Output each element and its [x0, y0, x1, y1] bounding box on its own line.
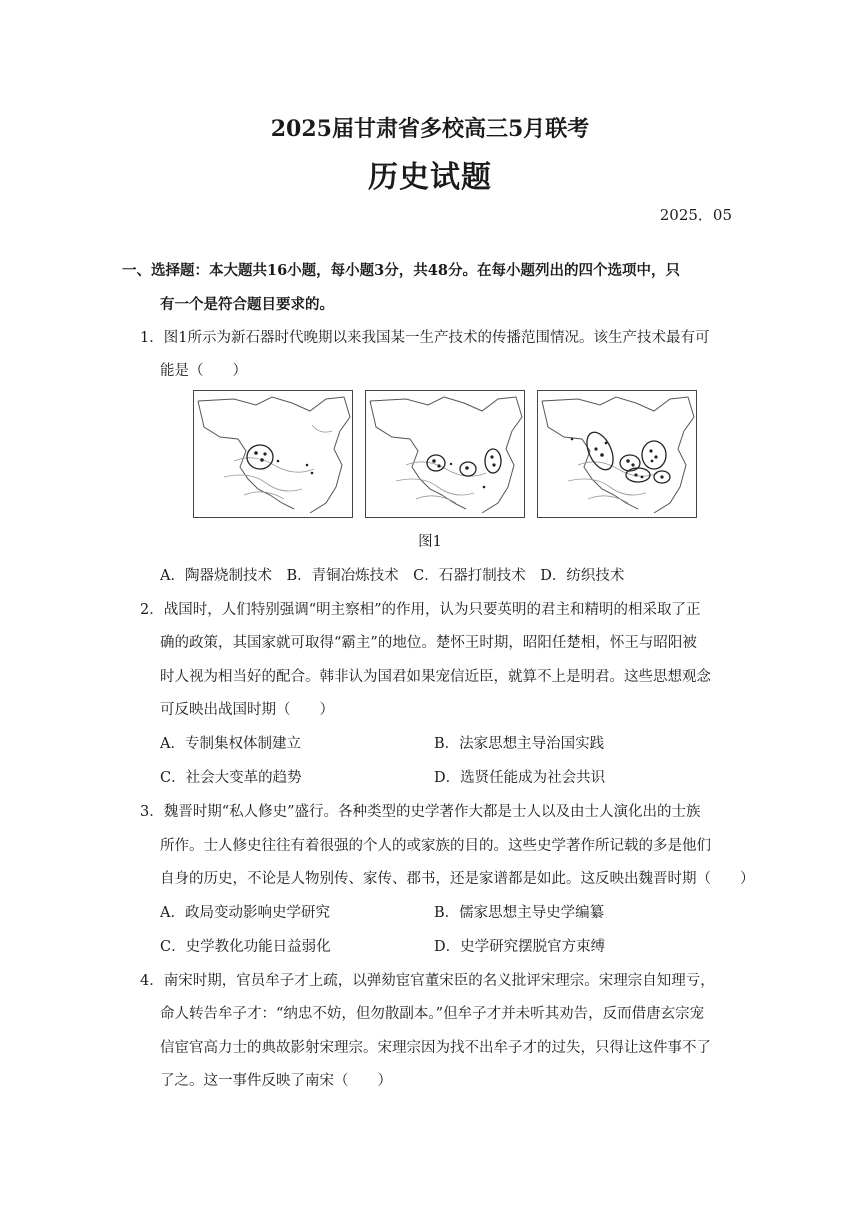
q2-option-b: B．法家思想主导治国实践 [434, 736, 605, 752]
q4-text-line1: 4．南宋时期，官员牟子才上疏，以弹劾宦官董宋臣的名义批评宋理宗。宋理宗自知理亏， [140, 973, 715, 989]
subject-title: 历史试题 [368, 160, 492, 195]
q3-text-line1: 3．魏晋时期“私人修史”盛行。各种类型的史学著作大都是士人以及由士人演化出的士族 [140, 804, 701, 820]
q3-text-line2: 所作。士人修史往往有着很强的个人的或家族的目的。这些史学著作所记载的多是他们 [160, 838, 711, 854]
q3-option-b: B．儒家思想主导史学编纂 [434, 905, 605, 921]
q4-text-line3: 信宦官高力士的典故影射宋理宗。宋理宗因为找不出牟子才的过失，只得让这件事不了 [160, 1040, 711, 1056]
q3-option-d: D．史学研究摆脱官方束缚 [434, 939, 606, 955]
figure-1-maps [193, 390, 673, 516]
q2-text-line4: 可反映出战国时期（ ） [160, 702, 334, 718]
q3-option-c: C．史学教化功能日益弱化 [160, 939, 331, 955]
q1-text-line2: 能是（ ） [160, 363, 247, 379]
exam-title: 2025届甘肃省多校高三5月联考 [270, 116, 590, 142]
q3-option-a: A．政局变动影响史学研究 [160, 905, 330, 921]
map-panel-3 [537, 390, 697, 518]
exam-date: 2025．05 [659, 206, 732, 224]
q2-text-line2: 确的政策，其国家就可取得“霸主”的地位。楚怀王时期，昭阳任楚相，怀王与昭阳被 [160, 635, 697, 651]
q4-text-line4: 了之。这一事件反映了南宋（ ） [160, 1073, 392, 1089]
q2-text-line1: 2．战国时，人们特别强调“明主察相”的作用，认为只要英明的君主和精明的相采取了正 [140, 602, 701, 618]
q3-text-line3: 自身的历史，不论是人物别传、家传、郡书，还是家谱都是如此。这反映出魏晋时期（ ） [160, 871, 755, 887]
q1-text-line1: 1．图1所示为新石器时代晚期以来我国某一生产技术的传播范围情况。该生产技术最有可 [140, 330, 710, 346]
figure-caption: 图1 [418, 534, 442, 550]
q2-option-d: D．选贤任能成为社会共识 [434, 770, 606, 786]
q2-option-a: A．专制集权体制建立 [160, 736, 301, 752]
q2-option-c: C．社会大变革的趋势 [160, 770, 302, 786]
map-panel-2 [365, 390, 525, 518]
q2-text-line3: 时人视为相当好的配合。韩非认为国君如果宠信近臣，就算不上是明君。这些思想观念 [160, 669, 711, 685]
section-heading-line2: 有一个是符合题目要求的。 [160, 296, 334, 313]
section-heading-line1: 一、选择题：本大题共16小题，每小题3分，共48分。在每小题列出的四个选项中，只 [122, 262, 680, 279]
q1-options: A．陶器烧制技术 B．青铜冶炼技术 C．石器打制技术 D．纺织技术 [160, 568, 625, 584]
q4-text-line2: 命人转告牟子才：“纳忠不妨，但勿散副本。”但牟子才并未听其劝告，反而借唐玄宗宠 [160, 1006, 705, 1022]
map-panel-1 [193, 390, 353, 518]
